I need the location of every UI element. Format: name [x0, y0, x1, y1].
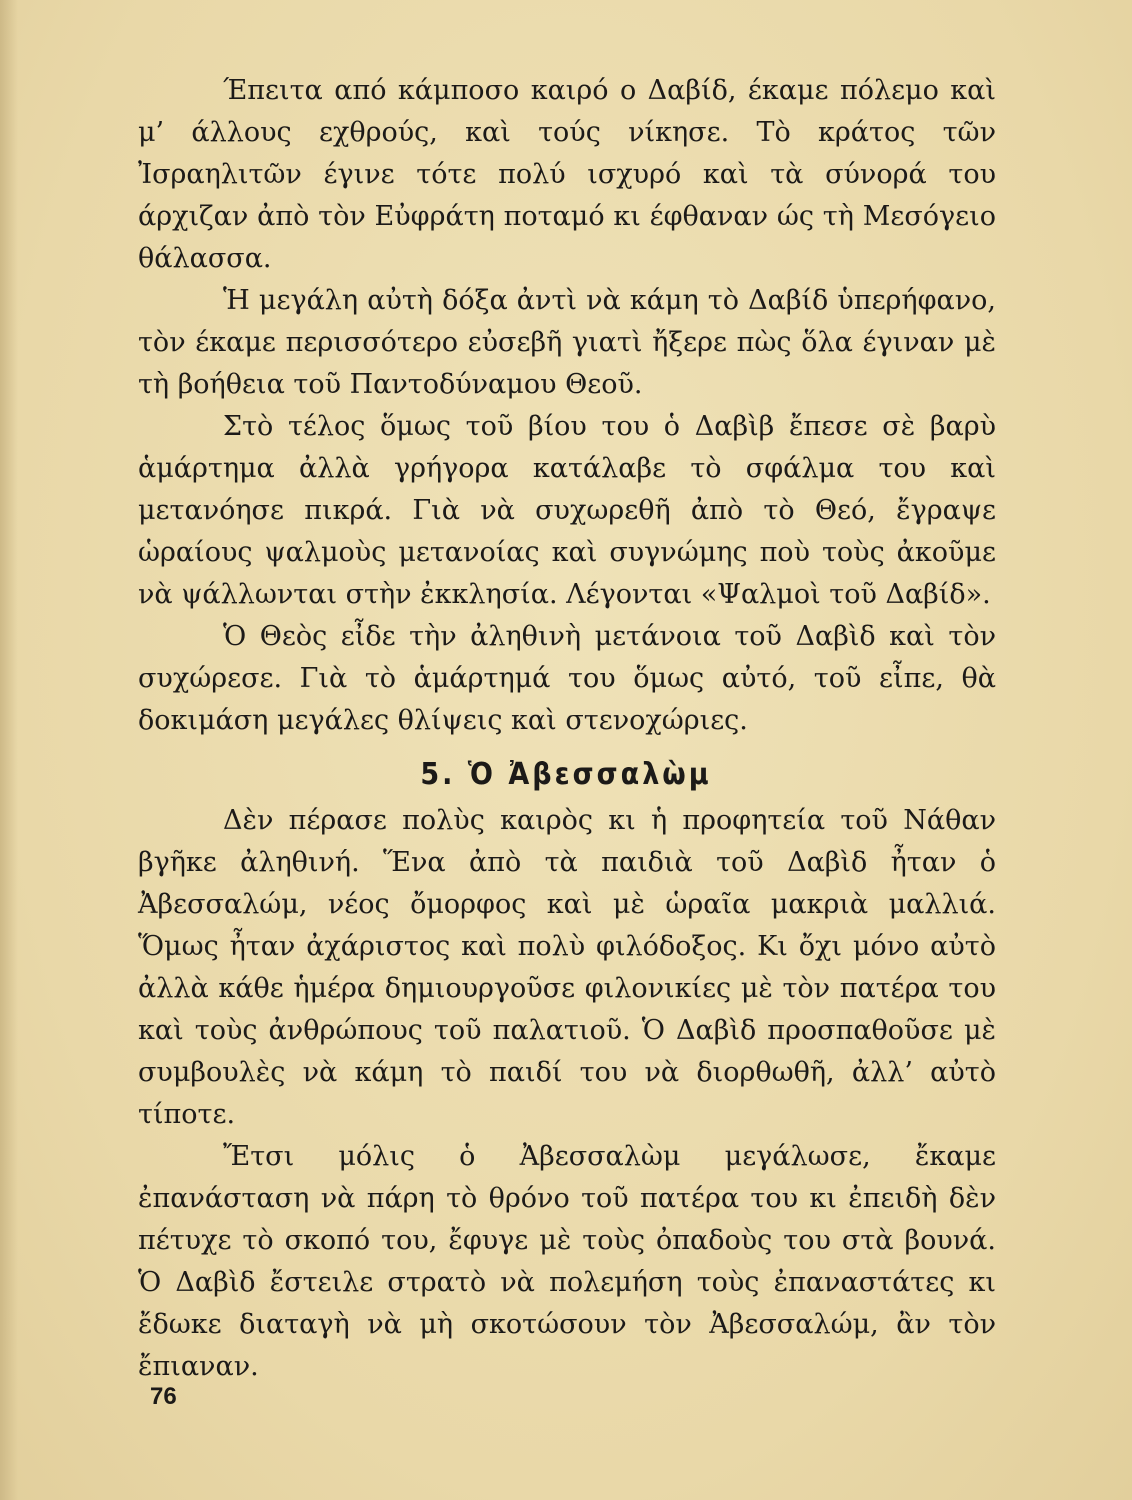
paragraph: Δὲν πέρασε πολὺς καιρὸς κι ἡ προφητεία τοῦ Νάθαν βγῆκε ἀληθινή. Ἕνα ἀπὸ τὰ παιδιὰ τοῦ Δαβὶδ ἦταν ὁ Ἀβεσσαλώμ, νέος ὄμορφος καὶ μὲ ὡραῖα μακριὰ μαλλιά. Ὅμως ἦταν ἀχάριστος καὶ πολὺ φιλόδοξος. Κι ὄχι μόνο αὐτὸ ἀλλὰ κάθε ἡμέρα δημιουργοῦσε φιλονικίες μὲ τὸν πατέρα του καὶ τοὺς ἀνθρώπους τοῦ παλατιοῦ. Ὁ Δαβὶδ προσπαθοῦσε μὲ συμβουλὲς νὰ κάμη τὸ παιδί του νὰ διορθωθῆ, ἀλλ’ αὐτὸ τίποτε. [138, 805, 996, 1130]
page-number: 76 [150, 1383, 177, 1410]
text-block-top [138, 70, 996, 742]
paragraph: Ἡ μεγάλη αὐτὴ δόξα ἀντὶ νὰ κάμη τὸ Δαβίδ ὑπερήφανο, τὸν έκαμε περισσότερο εὐσεβῆ γιατὶ ἤξερε πὼς ὅλα έγιναν μὲ τὴ βοήθεια τοῦ Παντοδύναμου Θεοῦ. [138, 285, 996, 400]
paragraph: Στὸ τέλος ὅμως τοῦ βίου του ὁ Δαβὶβ ἔπεσε σὲ βαρὺ ἁμάρτημα ἀλλὰ γρήγορα κατάλαβε τὸ σφάλμα του καὶ μετανόησε πικρά. Γιὰ νὰ συχωρεθῆ ἀπὸ τὸ Θεό, ἔγραψε ὡραίους ψαλμοὺς μετανοίας καὶ συγνώμης ποὺ τοὺς ἀκοῦμε νὰ ψάλλωνται στὴν ἐκκλησία. Λέγονται «Ψαλμοὶ τοῦ Δαβίδ». [138, 411, 996, 610]
paragraph: Ὁ Θεὸς εἶδε τὴν ἀληθινὴ μετάνοια τοῦ Δαβὶδ καὶ τὸν συχώρεσε. Γιὰ τὸ ἁμάρτημά του ὅμως αὐτό, τοῦ εἶπε, θὰ δοκιμάση μεγάλες θλίψεις καὶ στενοχώριες. [138, 621, 996, 736]
page-edge-shadow [0, 0, 18, 1500]
section-heading: 5. Ὁ Ἀβεσσαλὼμ [420, 757, 712, 792]
text-block-bottom [138, 800, 996, 1388]
paragraph: Έπειτα από κάμποσο καιρό ο Δαβίδ, έκαμε πόλεμο καὶ μ’ άλλους εχθρούς, καὶ τούς νίκησε. Τὸ κράτος τῶν Ἰσραηλιτῶν έγινε τότε πολύ ισχυρό καὶ τὰ σύνορά του άρχιζαν ἀπὸ τὸν Εὐφράτη ποταμό κι έφθαναν ώς τὴ Μεσόγειο θάλασσα. [138, 75, 996, 274]
paragraph: Ἔτσι μόλις ὁ Ἀβεσσαλὼμ μεγάλωσε, ἔκαμε ἐπανάσταση νὰ πάρη τὸ θρόνο τοῦ πατέρα του κι ἐπειδὴ δὲν πέτυχε τὸ σκοπό του, ἔφυγε μὲ τοὺς ὀπαδοὺς του στὰ βουνά. Ὁ Δαβὶδ ἔστειλε στρατὸ νὰ πολεμήση τοὺς ἐπαναστάτες κι ἔδωκε διαταγὴ νὰ μὴ σκοτώσουν τὸν Ἀβεσσαλώμ, ἂν τὸν ἔπιαναν. [138, 1141, 996, 1382]
